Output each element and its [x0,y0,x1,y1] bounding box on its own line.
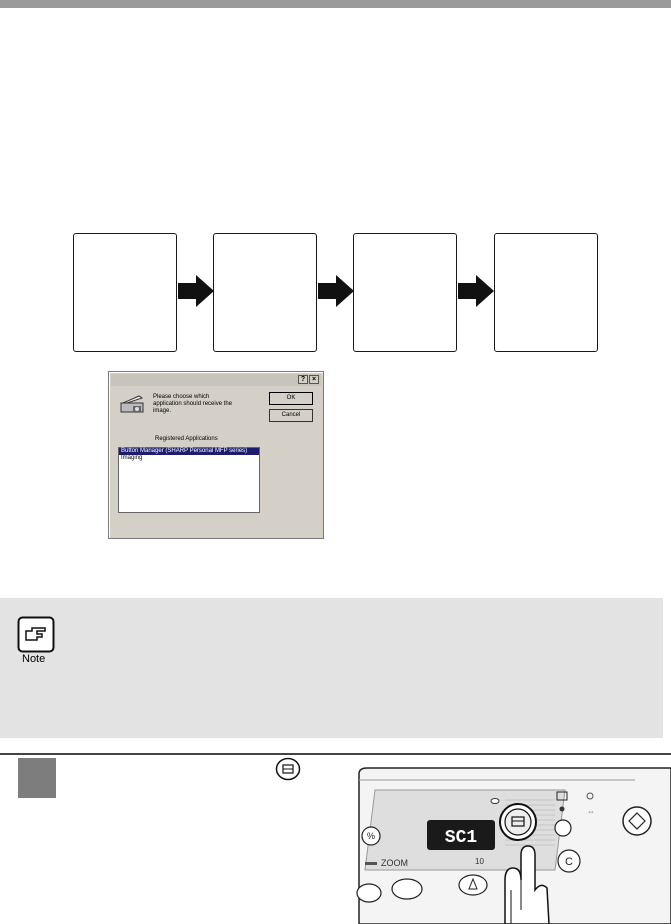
scanner-icon [119,394,145,416]
display-text: SC1 [444,828,478,848]
svg-text:⇔: ⇔ [587,807,595,816]
dialog-message-line: application should receive the [153,401,233,407]
note-panel [0,598,663,738]
registered-applications-label: Registered Applications [155,436,218,442]
copy-mode-button[interactable] [392,879,422,899]
step-divider [0,753,671,755]
flow-step-box-2 [213,233,317,352]
clear-key-label: C [565,856,573,868]
cancel-button[interactable]: Cancel [269,409,313,422]
control-panel-illustration [355,760,671,924]
svg-text:%: % [366,831,376,841]
flow-step-box-1 [73,233,177,352]
start-button[interactable] [623,807,651,835]
arrow-right-icon [458,275,494,307]
dialog-message [153,394,273,415]
scanner-key-icon [275,757,301,781]
application-chooser-dialog [108,371,324,539]
flow-step-box-4 [494,233,598,352]
step-number-badge [18,758,56,798]
paper-select-button[interactable] [357,884,381,902]
ok-button[interactable]: OK [269,392,313,405]
arrow-right-icon [178,275,214,307]
close-title-button[interactable]: × [309,375,319,384]
applications-list[interactable] [118,447,260,513]
zoom-label: ZOOM [381,858,408,868]
scanner-key-button[interactable] [505,809,531,835]
header-bar [0,0,671,8]
flow-step-box-3 [353,233,457,352]
note-label: Note [22,653,46,665]
list-item[interactable]: Button Manager (SHARP Personal MFP series) [119,448,259,455]
list-item[interactable]: Imaging [121,455,143,461]
dialog-message-line: Please choose which [153,394,210,400]
help-title-button[interactable]: ? [298,375,308,384]
dialog-titlebar [111,374,321,386]
dialog-message-line: image. [153,408,172,414]
small-number-label: 10 [475,857,484,866]
arrow-right-icon [318,275,354,307]
